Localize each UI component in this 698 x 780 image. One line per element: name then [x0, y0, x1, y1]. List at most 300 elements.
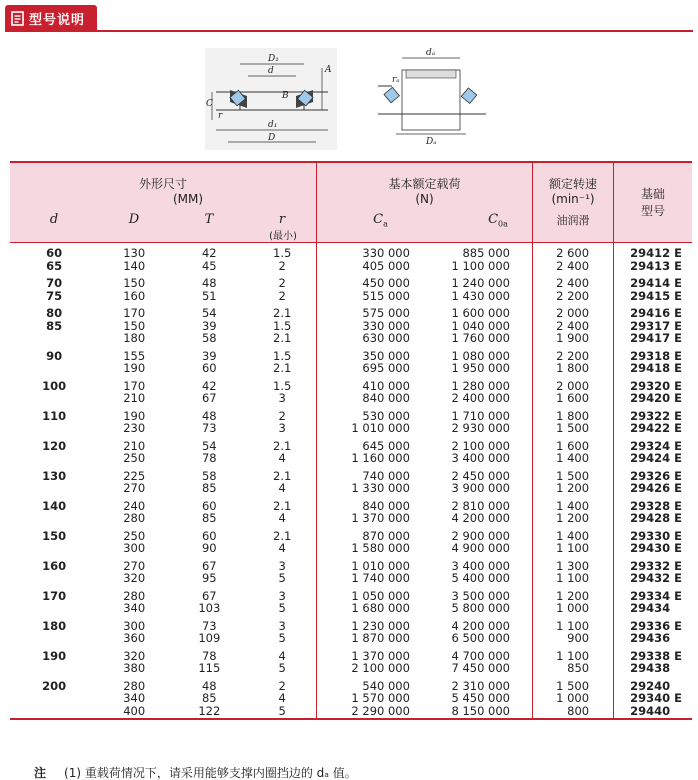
cell-value: 160	[42, 558, 67, 573]
cell-value: 1 200	[556, 588, 590, 603]
cell-value: 29322 E	[630, 408, 682, 423]
cell-value: 85	[46, 318, 63, 333]
cell-D	[98, 436, 170, 466]
cell-d	[10, 406, 98, 436]
cell-r	[248, 616, 316, 646]
cell-c0a	[414, 646, 533, 676]
cell-m	[614, 586, 692, 616]
cell-value: 150	[123, 318, 146, 333]
cell-value: 2 930 000	[451, 421, 510, 435]
cell-value: 90	[46, 348, 63, 363]
cell-D	[98, 586, 170, 616]
cell-n	[533, 406, 614, 436]
cell-value: 29413 E	[630, 258, 682, 273]
cell-d	[10, 676, 98, 720]
cell-value: 5	[278, 571, 286, 585]
cell-m	[614, 466, 692, 496]
cell-value: 5	[278, 631, 286, 645]
cell-value: 51	[201, 288, 217, 303]
table-row	[10, 346, 692, 376]
cell-value: 150	[123, 276, 146, 290]
cell-value: 29416 E	[630, 306, 682, 320]
col-lube: 油润滑	[556, 214, 590, 227]
cell-value: 1 010 000	[351, 421, 410, 435]
cell-m	[614, 526, 692, 556]
cell-value: 180	[42, 618, 67, 633]
cell-value: 1 240 000	[451, 276, 510, 290]
cell-value: 2 400 000	[451, 391, 510, 405]
cell-value: 130	[42, 468, 67, 483]
table-row	[10, 406, 692, 436]
cell-value: 630 000	[362, 331, 410, 345]
cell-d	[10, 243, 98, 274]
cell-c0a	[414, 243, 533, 274]
cell-m	[614, 376, 692, 406]
table-body	[10, 243, 692, 720]
cell-value: 400	[123, 703, 146, 718]
model-sub-label: 型号	[641, 204, 666, 218]
cell-value: 2 200	[556, 288, 590, 303]
cell-m	[614, 243, 692, 274]
cell-value: 29422 E	[630, 421, 682, 435]
cell-value: 225	[123, 468, 146, 483]
cell-D	[98, 273, 170, 303]
cell-m	[614, 346, 692, 376]
cell-r	[248, 646, 316, 676]
cell-T	[170, 303, 248, 346]
cell-value: 885 000	[462, 246, 510, 260]
col-D: D	[128, 212, 140, 227]
cell-value: 29330 E	[630, 528, 682, 543]
diagram-label-Da: Dₐ	[426, 137, 437, 147]
cell-value: 3 400 000	[451, 451, 510, 465]
cell-r	[248, 436, 316, 466]
col-d: d	[49, 212, 59, 227]
cell-value: 360	[123, 631, 146, 645]
cell-value: 3 500 000	[451, 588, 510, 603]
col-T: T	[204, 212, 214, 227]
cell-m	[614, 676, 692, 720]
cell-value: 48	[201, 678, 217, 693]
col-ca: C	[373, 212, 384, 227]
cell-value: 1.5	[273, 246, 292, 260]
cell-r	[248, 273, 316, 303]
cell-value: 4 200 000	[451, 511, 510, 525]
cell-T	[170, 273, 248, 303]
cell-value: 2 900 000	[451, 528, 510, 543]
cell-value: 2 400	[556, 318, 590, 333]
cell-value: 1 680 000	[351, 601, 410, 615]
cell-value: 1 900	[556, 331, 590, 345]
cell-value: 115	[198, 661, 221, 675]
cell-value: 29415 E	[630, 288, 682, 303]
cell-D	[98, 346, 170, 376]
cell-ca	[317, 436, 414, 466]
cell-value: 1 200	[556, 511, 590, 525]
cell-T	[170, 466, 248, 496]
table-row	[10, 273, 692, 303]
cell-value: 1 000	[556, 691, 590, 705]
cell-value: 54	[201, 438, 217, 453]
cell-value: 80	[46, 306, 63, 320]
table-row	[10, 616, 692, 646]
table-row	[10, 376, 692, 406]
cell-value: 29338 E	[630, 648, 682, 663]
cell-value: 65	[46, 258, 63, 273]
cell-d	[10, 436, 98, 466]
table-row	[10, 556, 692, 586]
cell-r	[248, 466, 316, 496]
bearing-spec-table	[10, 161, 692, 720]
cell-value: 29317 E	[630, 318, 682, 333]
cell-value: 1 600	[556, 438, 590, 453]
cell-D	[98, 616, 170, 646]
cell-value: 120	[42, 438, 67, 453]
cell-value: 29424 E	[630, 451, 682, 465]
cell-c0a	[414, 616, 533, 646]
cell-value: 1 370 000	[351, 648, 410, 663]
cell-value: 1 080 000	[451, 348, 510, 363]
cell-value: 29326 E	[630, 468, 682, 483]
cell-d	[10, 346, 98, 376]
cell-d	[10, 273, 98, 303]
cell-n	[533, 303, 614, 346]
cell-value: 4 200 000	[451, 618, 510, 633]
table-row	[10, 526, 692, 556]
cell-m	[614, 496, 692, 526]
cell-value: 1 950 000	[451, 361, 510, 375]
cell-n	[533, 496, 614, 526]
cell-value: 2	[278, 258, 286, 273]
table-row	[10, 496, 692, 526]
cell-value: 3	[278, 558, 286, 573]
cell-value: 2.1	[273, 331, 292, 345]
cell-value: 645 000	[362, 438, 410, 453]
cell-value: 54	[201, 306, 217, 320]
cell-ca	[317, 586, 414, 616]
cell-value: 270	[123, 481, 146, 495]
cell-value: 4 900 000	[451, 541, 510, 555]
diagram-label-d1-bottom: d₁	[268, 120, 278, 130]
cell-value: 320	[123, 571, 146, 585]
cell-value: 1.5	[273, 318, 292, 333]
cell-D	[98, 376, 170, 406]
table-row	[10, 586, 692, 616]
cell-value: 29340 E	[630, 691, 682, 705]
cell-value: 29336 E	[630, 618, 682, 633]
cell-value: 210	[123, 391, 146, 405]
cell-c0a	[414, 376, 533, 406]
cell-D	[98, 243, 170, 274]
cell-value: 1 400	[556, 498, 590, 513]
cell-value: 1 100	[556, 571, 590, 585]
cell-r	[248, 496, 316, 526]
cell-value: 60	[201, 528, 217, 543]
cell-value: 42	[201, 378, 217, 393]
cell-value: 5 450 000	[451, 691, 510, 705]
cell-value: 1 800	[556, 408, 590, 423]
cell-value: 2.1	[273, 438, 292, 453]
footnote-text: (1) 重载荷情况下，请采用能够支撑内圈挡边的 dₐ 值。	[64, 766, 357, 780]
cell-value: 170	[42, 588, 67, 603]
cell-value: 29420 E	[630, 391, 682, 405]
bearing-section-drawing	[205, 48, 337, 150]
cell-m	[614, 556, 692, 586]
cell-value: 450 000	[362, 276, 410, 290]
bearing-diagrams	[0, 40, 698, 155]
cell-n	[533, 646, 614, 676]
cell-value: 1 600 000	[451, 306, 510, 320]
cell-value: 2	[278, 288, 286, 303]
cell-value: 280	[123, 511, 146, 525]
cell-value: 29417 E	[630, 331, 682, 345]
cell-value: 122	[198, 703, 221, 718]
cell-value: 3	[278, 618, 286, 633]
cell-d	[10, 496, 98, 526]
cell-value: 58	[201, 331, 217, 345]
cell-value: 29440	[630, 703, 671, 718]
cell-r	[248, 526, 316, 556]
cell-n	[533, 616, 614, 646]
cell-value: 1 100	[556, 618, 590, 633]
cell-value: 2 000	[556, 306, 590, 320]
diagram-label-d1-top: D₁	[268, 54, 279, 64]
cell-value: 1.5	[273, 378, 292, 393]
cell-n	[533, 556, 614, 586]
dims-unit-label: (MM)	[172, 192, 204, 206]
cell-value: 270	[123, 558, 146, 573]
cell-value: 78	[201, 648, 217, 663]
cell-value: 410 000	[362, 378, 410, 393]
cell-value: 1 710 000	[451, 408, 510, 423]
cell-value: 840 000	[362, 391, 410, 405]
cell-r	[248, 676, 316, 720]
cell-value: 250	[123, 528, 146, 543]
cell-value: 48	[201, 276, 217, 290]
cell-value: 1 800	[556, 361, 590, 375]
cell-value: 8 150 000	[451, 703, 510, 718]
cell-ca	[317, 243, 414, 274]
cell-value: 530 000	[362, 408, 410, 423]
cell-value: 2.1	[273, 306, 292, 320]
cell-r	[248, 376, 316, 406]
cell-value: 170	[123, 306, 146, 320]
cell-m	[614, 646, 692, 676]
cell-value: 210	[123, 438, 146, 453]
cell-ca	[317, 303, 414, 346]
cell-value: 4	[278, 648, 286, 663]
cell-value: 1 870 000	[351, 631, 410, 645]
cell-value: 280	[123, 588, 146, 603]
cell-d	[10, 303, 98, 346]
cell-c0a	[414, 303, 533, 346]
cell-value: 870 000	[362, 528, 410, 543]
cell-value: 29324 E	[630, 438, 682, 453]
cell-value: 330 000	[362, 318, 410, 333]
cell-value: 29414 E	[630, 276, 682, 290]
cell-value: 67	[201, 391, 217, 405]
cell-value: 320	[123, 648, 146, 663]
cell-value: 350 000	[362, 348, 410, 363]
cell-c0a	[414, 586, 533, 616]
cell-ca	[317, 346, 414, 376]
col-c0a-sub: 0a	[498, 219, 508, 229]
cell-value: 29438	[630, 661, 671, 675]
cell-value: 1 100 000	[451, 258, 510, 273]
cell-value: 4	[278, 451, 286, 465]
cell-value: 85	[201, 691, 217, 705]
cell-D	[98, 496, 170, 526]
cell-value: 250	[123, 451, 146, 465]
cell-value: 850	[567, 661, 590, 675]
cell-value: 110	[42, 408, 67, 423]
cell-value: 78	[201, 451, 217, 465]
section-title: 型号说明	[29, 12, 86, 28]
cell-c0a	[414, 273, 533, 303]
cell-value: 280	[123, 678, 146, 693]
cell-r	[248, 586, 316, 616]
cell-T	[170, 496, 248, 526]
cell-value: 29436	[630, 631, 671, 645]
cell-r	[248, 346, 316, 376]
cell-value: 190	[123, 408, 146, 423]
cell-value: 1 200	[556, 481, 590, 495]
cell-value: 5 800 000	[451, 601, 510, 615]
cell-value: 150	[42, 528, 67, 543]
diagram-label-b: B	[282, 91, 289, 101]
cell-value: 4	[278, 481, 286, 495]
cell-n	[533, 586, 614, 616]
cell-m	[614, 616, 692, 646]
cell-value: 73	[201, 421, 217, 435]
cell-value: 300	[123, 541, 146, 555]
cell-value: 5	[278, 661, 286, 675]
cell-value: 1 300	[556, 558, 590, 573]
cell-value: 2 400	[556, 258, 590, 273]
dims-group-label: 外形尺寸	[138, 177, 187, 191]
cell-value: 73	[201, 618, 217, 633]
cell-r	[248, 406, 316, 436]
cell-c0a	[414, 676, 533, 720]
cell-value: 29418 E	[630, 361, 682, 375]
cell-value: 39	[201, 318, 217, 333]
cell-value: 29434	[630, 601, 671, 615]
cell-value: 3	[278, 588, 286, 603]
cell-value: 75	[46, 288, 63, 303]
cell-d	[10, 646, 98, 676]
cell-D	[98, 303, 170, 346]
cell-value: 60	[46, 246, 63, 260]
cell-ca	[317, 676, 414, 720]
header-underline	[5, 30, 693, 32]
cell-value: 103	[198, 601, 221, 615]
speed-unit-label: (min⁻¹)	[551, 192, 595, 206]
cell-T	[170, 616, 248, 646]
cell-value: 2.1	[273, 361, 292, 375]
cell-value: 2 290 000	[351, 703, 410, 718]
cell-n	[533, 376, 614, 406]
cell-value: 1 040 000	[451, 318, 510, 333]
table-row	[10, 646, 692, 676]
load-group-label: 基本额定载荷	[388, 177, 461, 191]
cell-value: 1 600	[556, 391, 590, 405]
cell-value: 1 230 000	[351, 618, 410, 633]
cell-value: 1 370 000	[351, 511, 410, 525]
cell-n	[533, 436, 614, 466]
cell-value: 2.1	[273, 498, 292, 513]
cell-value: 45	[201, 258, 217, 273]
cell-value: 340	[123, 691, 146, 705]
section-tab	[5, 5, 97, 31]
cell-d	[10, 616, 98, 646]
cell-n	[533, 346, 614, 376]
cell-value: 48	[201, 408, 217, 423]
cell-T	[170, 436, 248, 466]
cell-T	[170, 406, 248, 436]
diagram-label-ra: rₐ	[392, 75, 400, 85]
footnote	[34, 764, 357, 780]
cell-ca	[317, 406, 414, 436]
cell-value: 2 100 000	[351, 661, 410, 675]
cell-value: 29318 E	[630, 348, 682, 363]
cell-n	[533, 466, 614, 496]
cell-value: 1 580 000	[351, 541, 410, 555]
cell-value: 60	[201, 361, 217, 375]
cell-c0a	[414, 496, 533, 526]
cell-value: 67	[201, 558, 217, 573]
cell-value: 1 740 000	[351, 571, 410, 585]
cell-value: 540 000	[362, 678, 410, 693]
cell-c0a	[414, 556, 533, 586]
cell-value: 380	[123, 661, 146, 675]
cell-T	[170, 676, 248, 720]
cell-value: 95	[201, 571, 217, 585]
cell-value: 2 100 000	[451, 438, 510, 453]
cell-d	[10, 376, 98, 406]
cell-value: 29432 E	[630, 571, 682, 585]
col-r: r	[278, 212, 286, 227]
cell-D	[98, 646, 170, 676]
cell-c0a	[414, 436, 533, 466]
cell-value: 740 000	[362, 468, 410, 483]
cell-T	[170, 376, 248, 406]
cell-n	[533, 243, 614, 274]
cell-value: 85	[201, 511, 217, 525]
cell-value: 575 000	[362, 306, 410, 320]
cell-m	[614, 436, 692, 466]
cell-D	[98, 676, 170, 720]
cell-ca	[317, 556, 414, 586]
cell-c0a	[414, 346, 533, 376]
table-row	[10, 436, 692, 466]
cell-value: 1 500	[556, 678, 590, 693]
cell-value: 1 050 000	[351, 588, 410, 603]
cell-value: 230	[123, 421, 146, 435]
cell-value: 29426 E	[630, 481, 682, 495]
col-c0a: C	[488, 212, 499, 227]
cell-value: 1.5	[273, 348, 292, 363]
cell-value: 3 900 000	[451, 481, 510, 495]
cell-value: 4 700 000	[451, 648, 510, 663]
cell-value: 515 000	[362, 288, 410, 303]
footnote-label: 注	[34, 766, 47, 780]
cell-value: 2	[278, 276, 286, 290]
cell-T	[170, 646, 248, 676]
cell-m	[614, 303, 692, 346]
cell-value: 180	[123, 331, 146, 345]
cell-value: 67	[201, 588, 217, 603]
cell-value: 1 100	[556, 648, 590, 663]
